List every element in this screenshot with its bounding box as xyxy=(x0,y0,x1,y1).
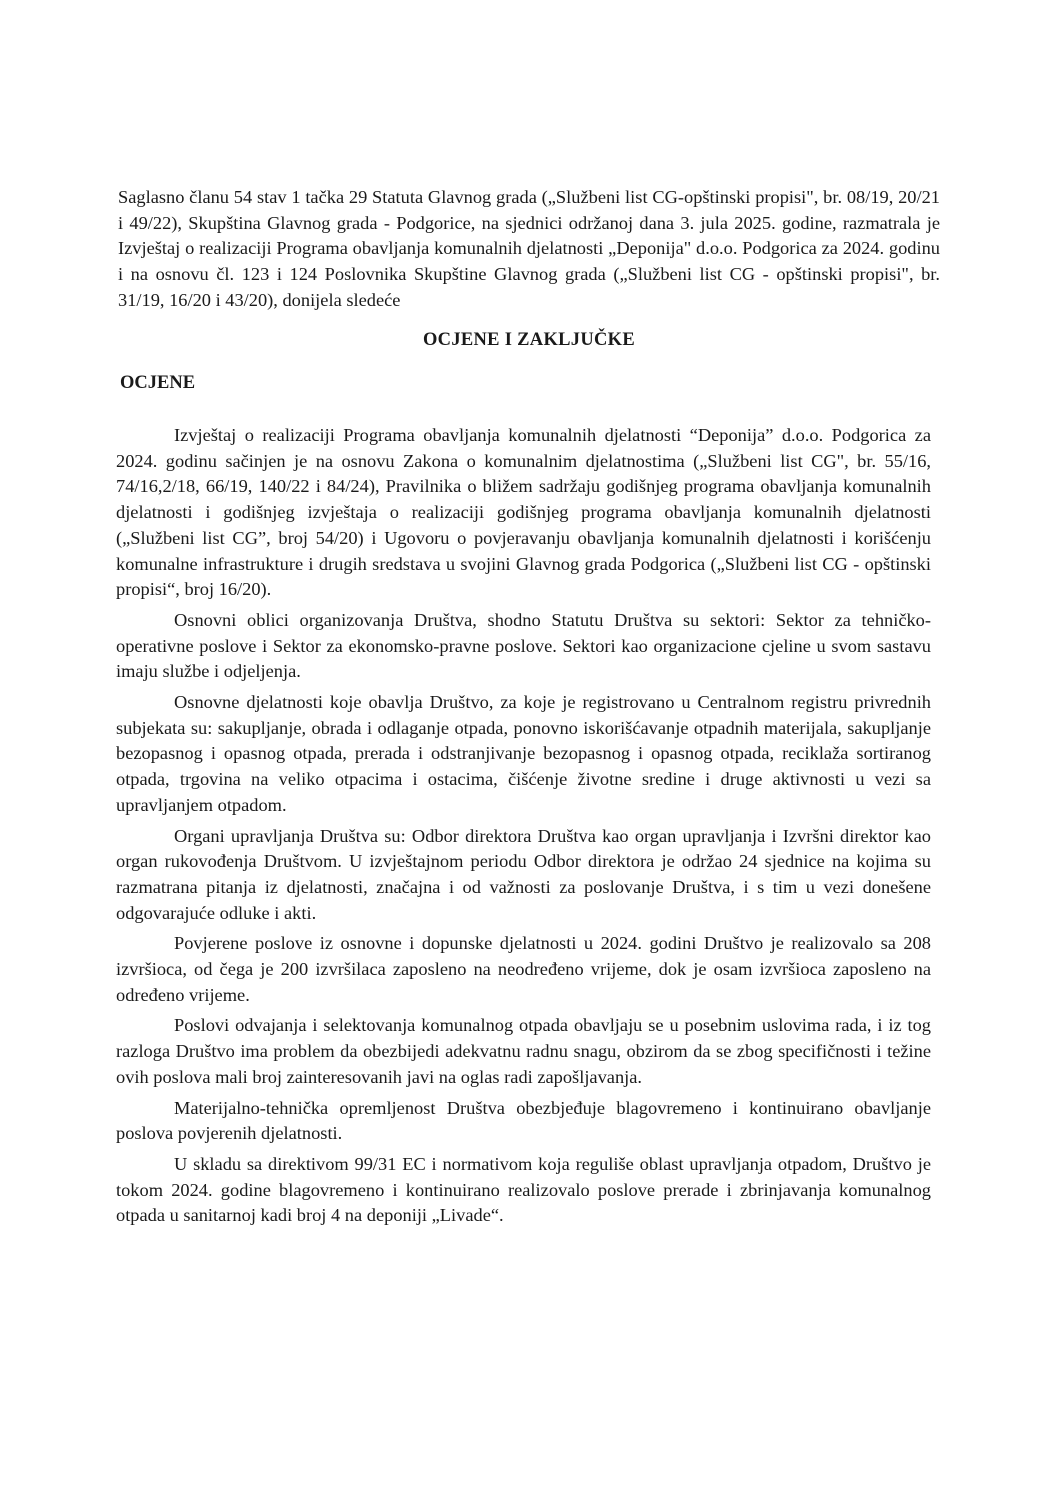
body-text xyxy=(116,423,931,1234)
body-paragraph: U skladu sa direktivom 99/31 EC i normativom koja reguliše oblast upravljanja otpadom, Društvo je tokom 2024. godine blagovremeno i kontinuirano realizovalo poslove prerade i zbrinjavanja komunalnog otpada u sanitarnoj kadi broj 4 na deponiji „Livade“. xyxy=(116,1153,931,1226)
document-title: OCJENE I ZAKLJUČKE xyxy=(422,330,636,350)
body-paragraph: Povjerene poslove iz osnovne i dopunske djelatnosti u 2024. godini Društvo je realizovalo sa 208 izvršioca, od čega je 200 izvršilaca zaposleno na neodređeno vrijeme, dok je osam izvršioca zaposleno na određeno vrijeme. xyxy=(116,933,931,1005)
body-paragraph: Osnovne djelatnosti koje obavlja Društvo, za koje je registrovano u Centralnom registru privrednih subjekata su: sakupljanje, obrada i odlaganje otpada, ponovno iskorišćavanje otpadnih materijala, sakupljanje bezopasnog i opasnog otpada, prerada i odstranjivanje bezopasnog i opasnog otpada, reciklaža sortiranog otpada, trgovina na veliko otpacima i ostacima, čišćenje životne sredine i druge aktivnosti u vezi sa upravljanjem otpadom. xyxy=(116,692,931,815)
intro-paragraph: Saglasno članu 54 stav 1 tačka 29 Statuta Glavnog grada („Službeni list CG-opštinski propisi", br. 08/19, 20/21 i 49/22), Skupština Glavnog grada - Podgorice, na sjednici održanoj dana 3. jula 2025. godine, razmatrala je Izvještaj o realizaciji Programa obavljanja komunalnih djelatnosti „Deponija" d.o.o. Podgorica za 2024. godinu i na osnovu čl. 123 i 124 Poslovnika Skupštine Glavnog grada („Službeni list CG - opštinski propisi", br. 31/19, 16/20 i 43/20), donijela sledeće xyxy=(118,187,940,310)
body-paragraph: Poslovi odvajanja i selektovanja komunalnog otpada obavljaju se u posebnim uslovima rada, i iz tog razloga Društvo ima problem da obezbijedi adekvatnu radnu snagu, obzirom da se zbog specifičnosti i težine ovih poslova mali broj zainteresovanih javi na oglas radi zapošljavanja. xyxy=(116,1015,931,1087)
section-heading-ocjene: OCJENE xyxy=(120,373,196,393)
body-paragraph: Organi upravljanja Društva su: Odbor direktora Društva kao organ upravljanja i Izvršni direktor kao organ rukovođenja Društvom. U izvještajnom periodu Odbor direktora je održao 24 sjednice na kojima su razmatrana pitanja iz djelatnosti, značajna i od važnosti za poslovanje Društva, i s tim u vezi donešene odgovarajuće odluke i akti. xyxy=(116,825,931,923)
body-paragraph: Materijalno-tehnička opremljenost Društva obezbjeđuje blagovremeno i kontinuirano obavljanje poslova povjerenih djelatnosti. xyxy=(116,1097,931,1144)
body-paragraph: Osnovni oblici organizovanja Društva, shodno Statutu Društva su sektori: Sektor za tehničko-operativne poslove i Sektor za ekonomsko-pravne poslove. Sektori kao organizacione cjeline u svom sastavu imaju službe i odjeljenja. xyxy=(116,609,931,682)
body-paragraph: Izvještaj o realizaciji Programa obavljanja komunalnih djelatnosti “Deponija” d.o.o. Podgorica za 2024. godinu sačinjen je na osnovu Zakona o komunalnim djelatnostima („Službeni list CG", br. 55/16, 74/16,2/18, 66/19, 140/22 i 84/24), Pravilnika o bližem sadržaju godišnjeg programa obavljanja komunalnih djelatnosti i godišnjeg izvještaja o realizaciji godišnjeg programa obavljanja komunalnih djelatnosti („Službeni list CG”, broj 54/20) i Ugovoru o povjeravanju obavljanja komunalnih djelatnosti i korišćenju komunalne infrastrukture i drugih sredstava u svojini Glavnog grada Podgorica („Službeni list CG - opštinski propisi“, broj 16/20). xyxy=(116,425,931,600)
